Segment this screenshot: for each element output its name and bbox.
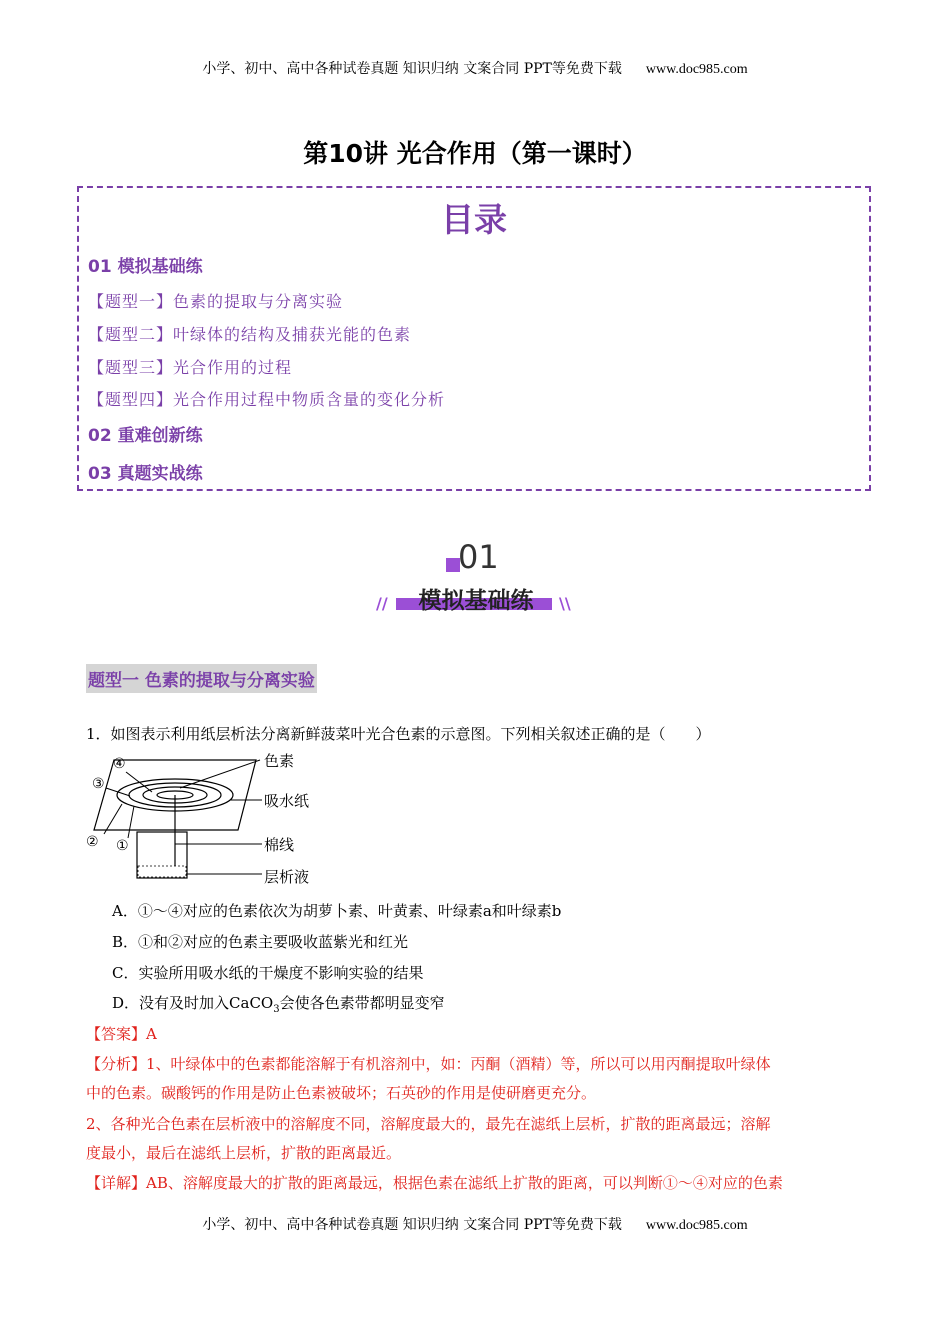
option-c[interactable]: C．实验所用吸水纸的干燥度不影响实验的结果 [112, 964, 424, 982]
header-text: 小学、初中、高中各种试卷真题 知识归纳 文案合同 PPT等免费下载 [202, 61, 622, 77]
section-banner [376, 538, 576, 618]
analysis-text-2a: 2、各种光合色素在层析液中的溶解度不同，溶解度最大的，最先在滤纸上层析，扩散的距离最远；溶解 [86, 1115, 771, 1133]
option-a[interactable]: A．①～④对应的色素依次为胡萝卜素、叶黄素、叶绿素a和叶绿素b [112, 902, 562, 920]
analysis-tag: 【分析】 [86, 1055, 147, 1073]
table-of-contents [77, 186, 871, 491]
page-footer [0, 1214, 950, 1234]
label-thread: 棉线 [264, 836, 295, 854]
leader-c4 [126, 772, 152, 792]
leader-c1 [128, 806, 134, 838]
label-c1: ① [116, 838, 129, 854]
label-solvent: 层析液 [264, 868, 310, 886]
question-stem: 1．如图表示利用纸层析法分离新鲜菠菜叶光合色素的示意图。下列相关叙述正确的是（ ） [86, 725, 711, 743]
toc-section-1[interactable]: 01 模拟基础练 [88, 257, 203, 277]
toc-item-type2[interactable]: 【题型二】叶绿体的结构及捕获光能的色素 [88, 325, 412, 344]
label-c3: ③ [92, 776, 105, 792]
header-site: www.doc985.com [645, 62, 748, 77]
toc-section-3[interactable]: 03 真题实战练 [88, 464, 203, 484]
toc-item-type3[interactable]: 【题型三】光合作用的过程 [88, 358, 293, 377]
analysis-text-1a: 1、叶绿体中的色素都能溶解于有机溶剂中，如：丙酮（酒精）等，所以可以用丙酮提取叶绿体 [146, 1055, 771, 1073]
analysis-text-2b: 度最小，最后在滤纸上层析，扩散的距离最近。 [86, 1144, 402, 1162]
banner-number: 01 [458, 538, 499, 576]
label-paper: 吸水纸 [264, 792, 310, 810]
detail-text: AB、溶解度最大的扩散的距离最远，根据色素在滤纸上扩散的距离，可以判断①～④对应的色素 [146, 1174, 783, 1192]
question-type-title: 题型一 色素的提取与分离实验 [86, 664, 317, 693]
detail-tag: 【详解】 [86, 1174, 147, 1192]
toc-item-type4[interactable]: 【题型四】光合作用过程中物质含量的变化分析 [88, 390, 446, 409]
footer-text: 小学、初中、高中各种试卷真题 知识归纳 文案合同 PPT等免费下载 [202, 1217, 622, 1233]
label-c4: ④ [113, 756, 126, 772]
analysis-line-1 [86, 1054, 771, 1074]
page-title: 第10讲 光合作用（第一课时） [303, 139, 647, 168]
option-d-subscript: 3 [273, 1004, 280, 1015]
label-pigment: 色素 [264, 752, 295, 770]
label-c2: ② [86, 834, 99, 850]
option-d-text: D．没有及时加入CaCO [112, 994, 274, 1012]
toc-item-type1[interactable]: 【题型一】色素的提取与分离实验 [88, 292, 344, 311]
beaker [137, 832, 187, 878]
banner-slash-left: // [376, 594, 388, 613]
leader-c3 [106, 788, 130, 796]
toc-heading: 目录 [441, 200, 507, 239]
answer-value: A [146, 1025, 157, 1043]
solvent-level [138, 866, 186, 877]
leader-pigment [180, 760, 260, 788]
chromatography-diagram [80, 748, 320, 890]
detail-line [86, 1173, 783, 1193]
banner-label: 模拟基础练 [418, 588, 534, 614]
analysis-text-1b: 中的色素。碳酸钙的作用是防止色素被破坏；石英砂的作用是使研磨更充分。 [86, 1084, 597, 1102]
banner-slash-right: \\ [559, 594, 571, 613]
option-b[interactable]: B．①和②对应的色素主要吸收蓝紫光和红光 [112, 933, 409, 951]
option-d-text-end: 会使各色素带都明显变窄 [279, 994, 445, 1012]
option-d[interactable] [112, 993, 445, 1020]
footer-site: www.doc985.com [645, 1218, 748, 1233]
page-header [0, 58, 950, 78]
answer-tag: 【答案】 [86, 1025, 147, 1043]
toc-section-2[interactable]: 02 重难创新练 [88, 426, 203, 446]
answer-line [86, 1024, 157, 1044]
